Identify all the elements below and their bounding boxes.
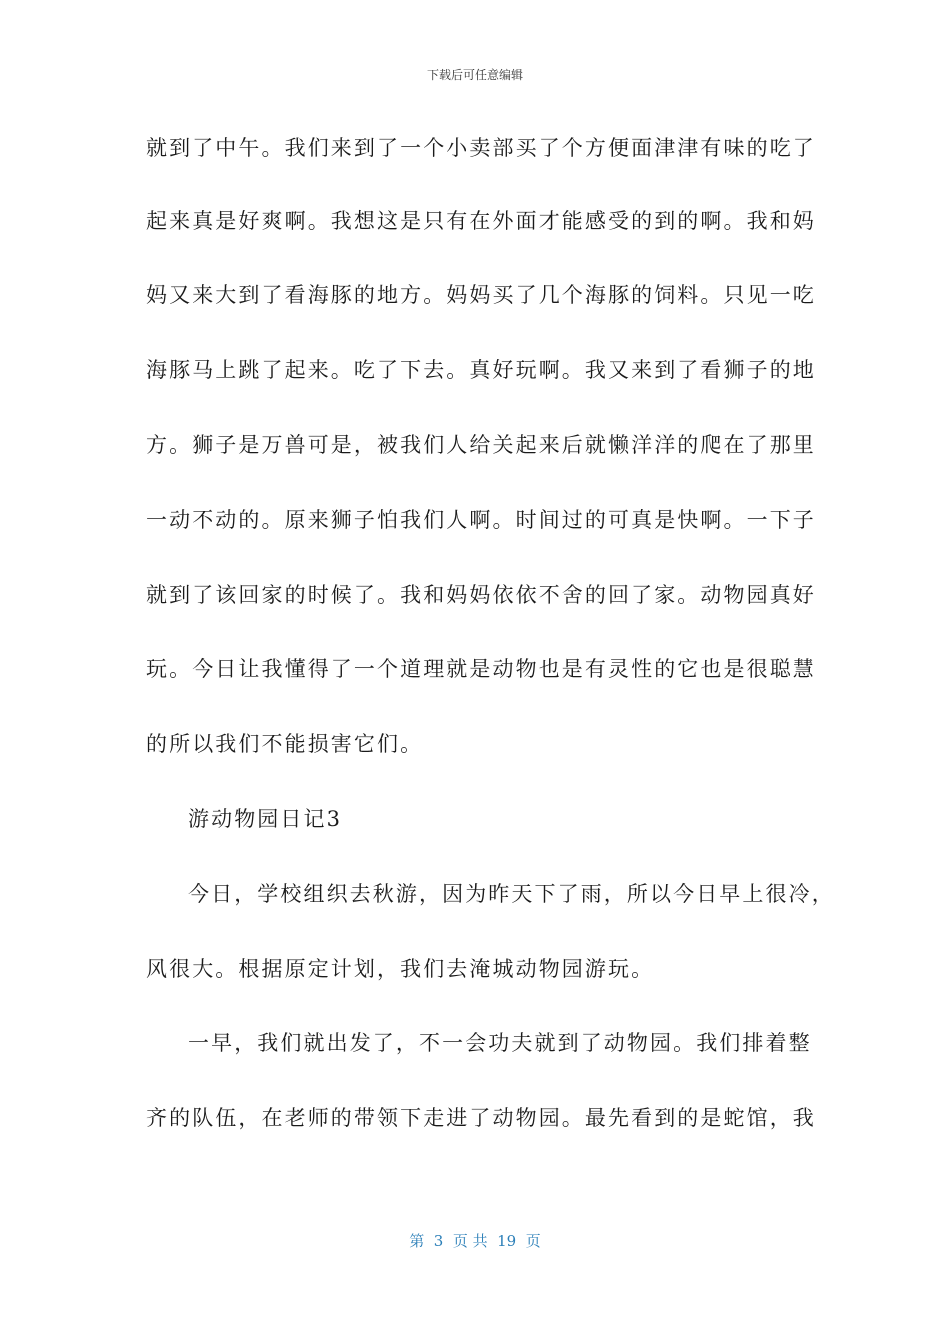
header-note: 下载后可任意编辑 bbox=[426, 68, 523, 82]
body-line: 就到了该回家的时候了。我和妈妈依依不舍的回了家。动物园真好 bbox=[146, 583, 816, 607]
body-line: 方。狮子是万兽可是，被我们人给关起来后就懒洋洋的爬在了那里 bbox=[146, 433, 816, 457]
body-line: 起来真是好爽啊。我想这是只有在外面才能感受的到的啊。我和妈 bbox=[146, 209, 816, 233]
section-heading: 游动物园日记3 bbox=[188, 807, 343, 831]
body-line: 海豚马上跳了起来。吃了下去。真好玩啊。我又来到了看狮子的地 bbox=[146, 358, 816, 382]
page-number: 第 3 页 共 19 页 bbox=[409, 1232, 541, 1250]
body-line: 的所以我们不能损害它们。 bbox=[146, 732, 424, 756]
body-line: 一早，我们就出发了，不一会功夫就到了动物园。我们排着整 bbox=[188, 1031, 812, 1055]
body-line: 齐的队伍，在老师的带领下走进了动物园。最先看到的是蛇馆，我 bbox=[146, 1106, 816, 1130]
body-line: 今日，学校组织去秋游，因为昨天下了雨，所以今日早上很冷， bbox=[188, 882, 835, 906]
body-line: 就到了中午。我们来到了一个小卖部买了个方便面津津有味的吃了 bbox=[146, 136, 816, 160]
body-line: 玩。今日让我懂得了一个道理就是动物也是有灵性的它也是很聪慧 bbox=[146, 657, 816, 681]
body-line: 风很大。根据原定计划，我们去淹城动物园游玩。 bbox=[146, 957, 655, 981]
body-line: 一动不动的。原来狮子怕我们人啊。时间过的可真是快啊。一下子 bbox=[146, 508, 816, 532]
body-line: 妈又来大到了看海豚的地方。妈妈买了几个海豚的饲料。只见一吃 bbox=[146, 283, 816, 307]
